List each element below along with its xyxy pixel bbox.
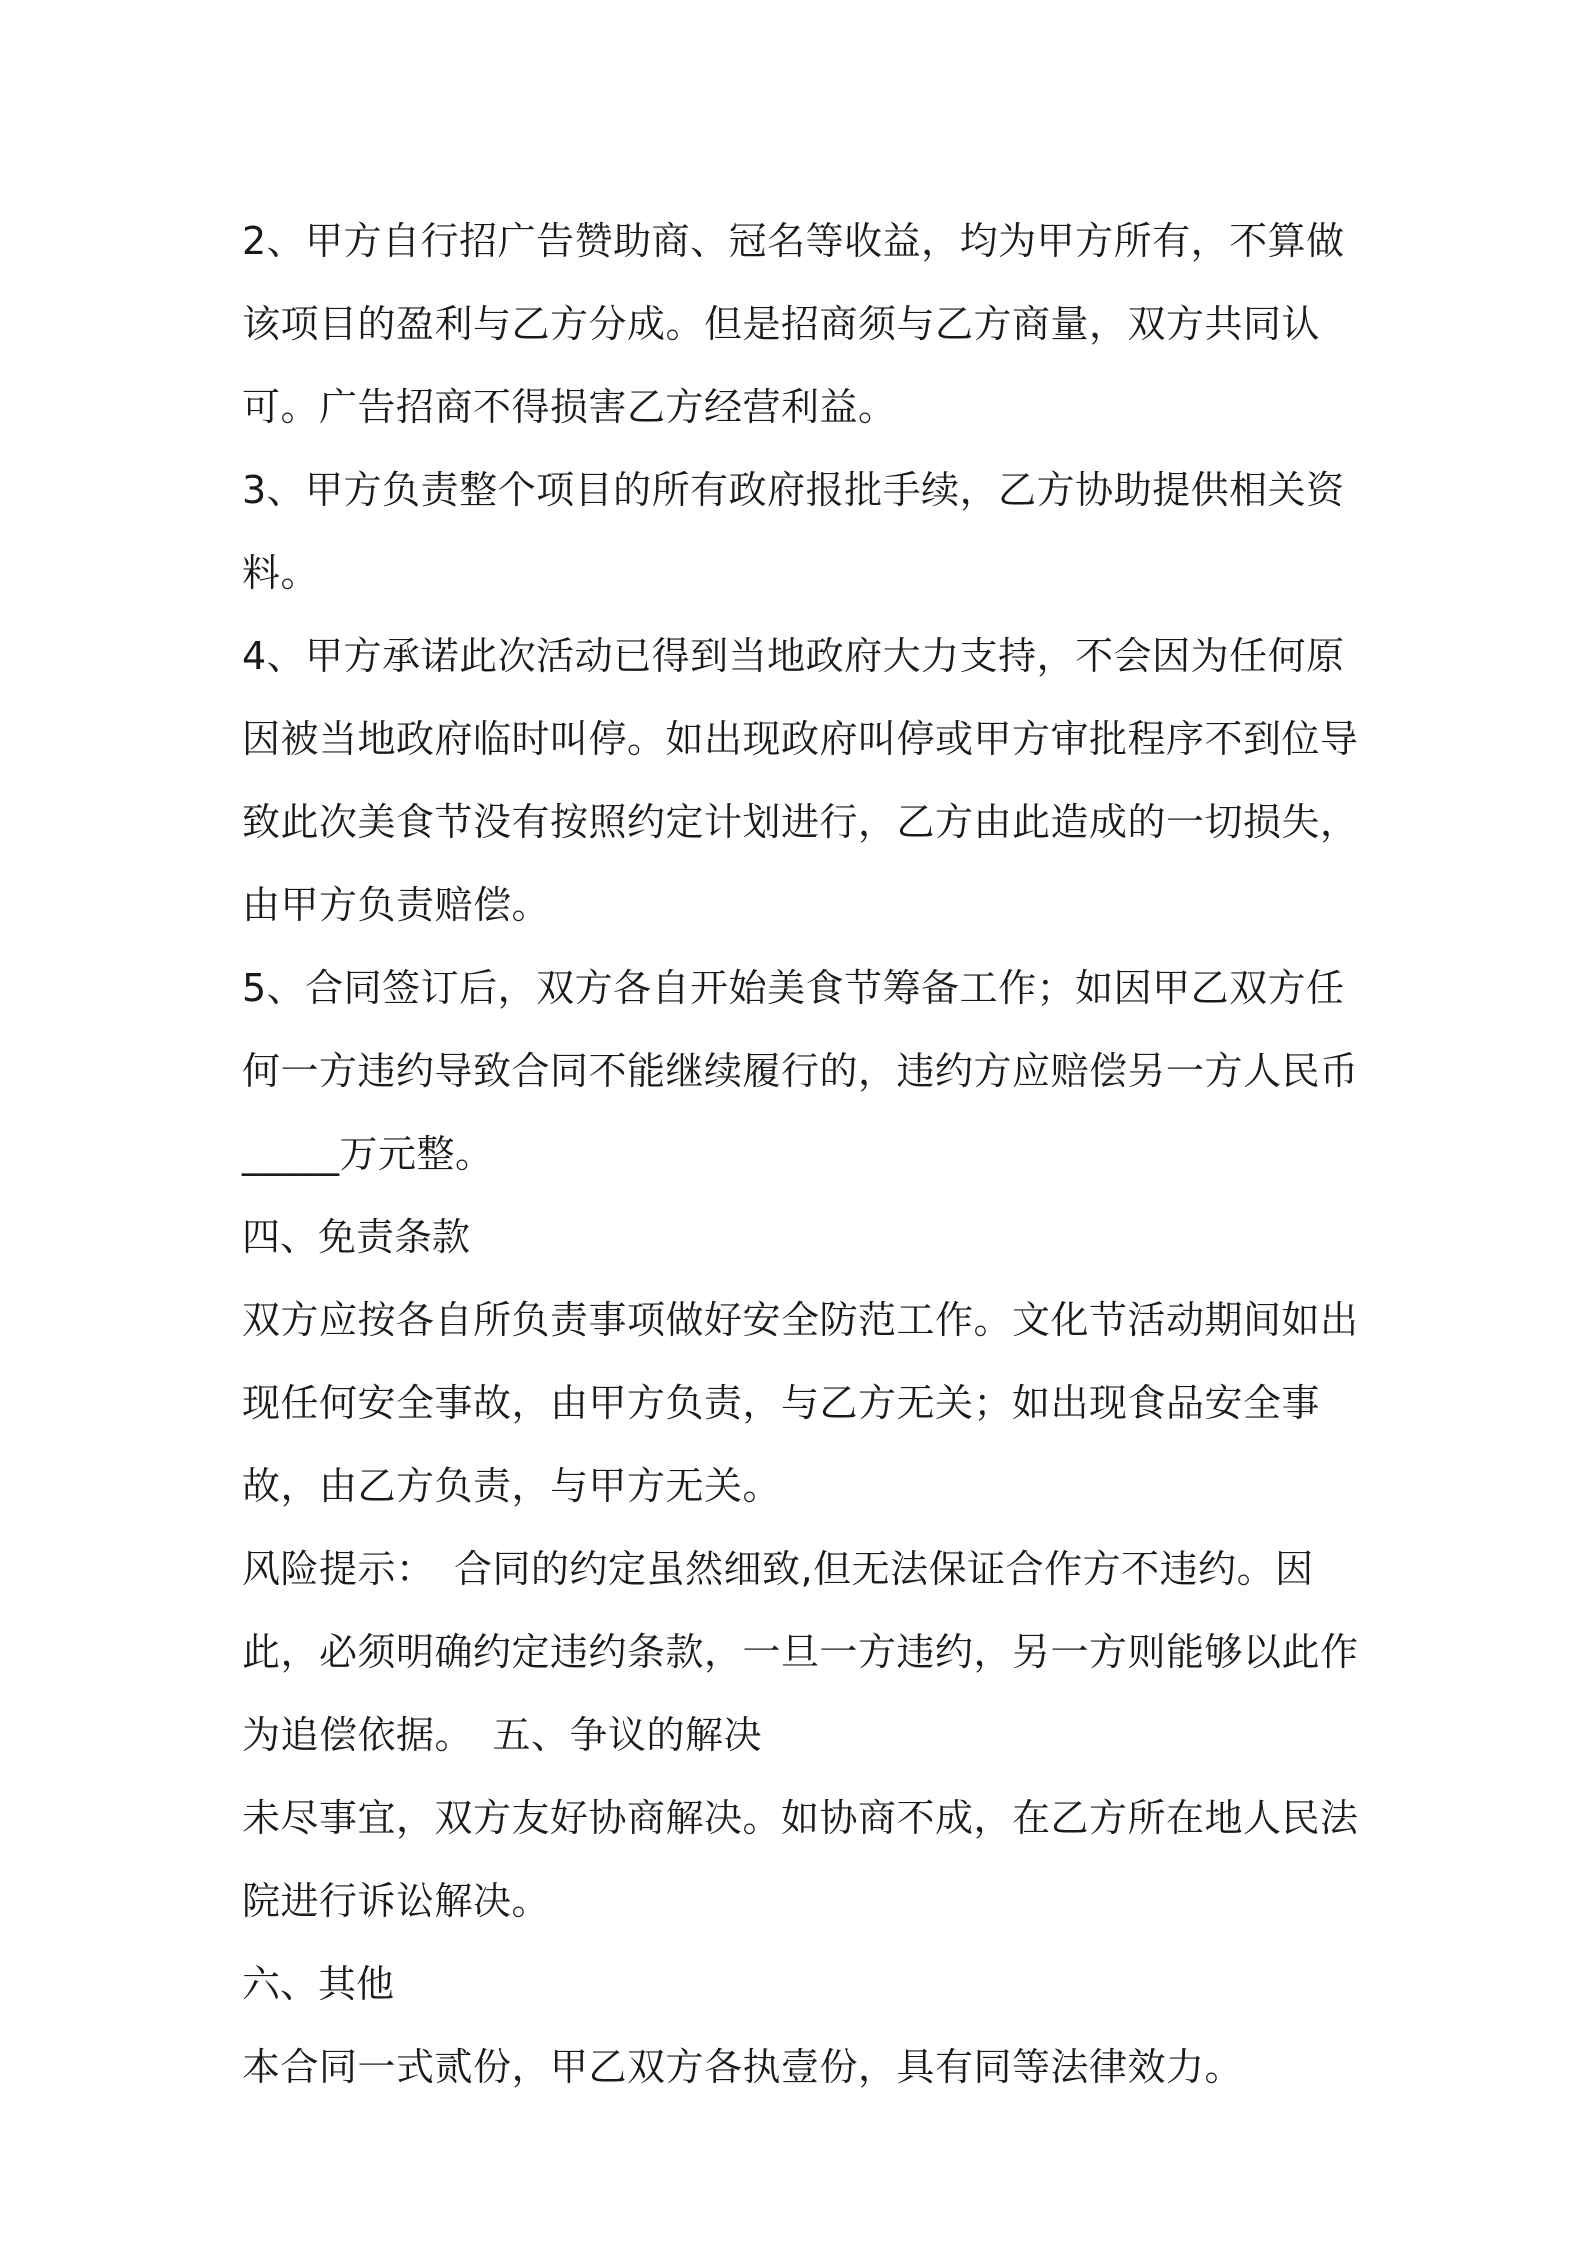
clause-2-paragraph: 2、甲方自行招广告赞助商、冠名等收益，均为甲方所有，不算做该项目的盈利与乙方分成。但是招商须与乙方商量，双方共同认可。广告招商不得损害乙方经营利益。 <box>242 219 1345 429</box>
copies-paragraph: 本合同一式贰份，甲乙双方各执壹份，具有同等法律效力。 <box>242 2045 1244 2089</box>
section-6-heading: 六、其他 <box>242 1962 395 2006</box>
clause-5-paragraph: 5、合同签订后，双方各自开始美食节筹备工作；如因甲乙双方任何一方违约导致合同不能继续履行的，违约方应赔偿另一方人民币_____万元整。 <box>242 966 1359 1176</box>
clause-4-paragraph: 4、甲方承诺此次活动已得到当地政府大力支持，不会因为任何原因被当地政府临时叫停。如出现政府叫停或甲方审批程序不到位导致此次美食节没有按照约定计划进行，乙方由此造成的一切损失，由甲方负责赔偿。 <box>242 634 1359 927</box>
document-page <box>242 200 1362 2109</box>
disclaimer-paragraph: 双方应按各自所负责事项做好安全防范工作。文化节活动期间如出现任何安全事故，由甲方负责，与乙方无关；如出现食品安全事故，由乙方负责，与甲方无关。 <box>242 1298 1359 1508</box>
dispute-resolution-paragraph: 未尽事宜，双方友好协商解决。如协商不成，在乙方所在地人民法院进行诉讼解决。 <box>242 1796 1359 1923</box>
clause-3-paragraph: 3、甲方负责整个项目的所有政府报批手续，乙方协助提供相关资料。 <box>242 468 1345 595</box>
risk-notice-paragraph: 风险提示： 合同的约定虽然细致,但无法保证合作方不违约。因此，必须明确约定违约条款，一旦一方违约，另一方则能够以此作为追偿依据。 五、争议的解决 <box>242 1547 1359 1757</box>
section-4-heading: 四、免责条款 <box>242 1215 471 1259</box>
